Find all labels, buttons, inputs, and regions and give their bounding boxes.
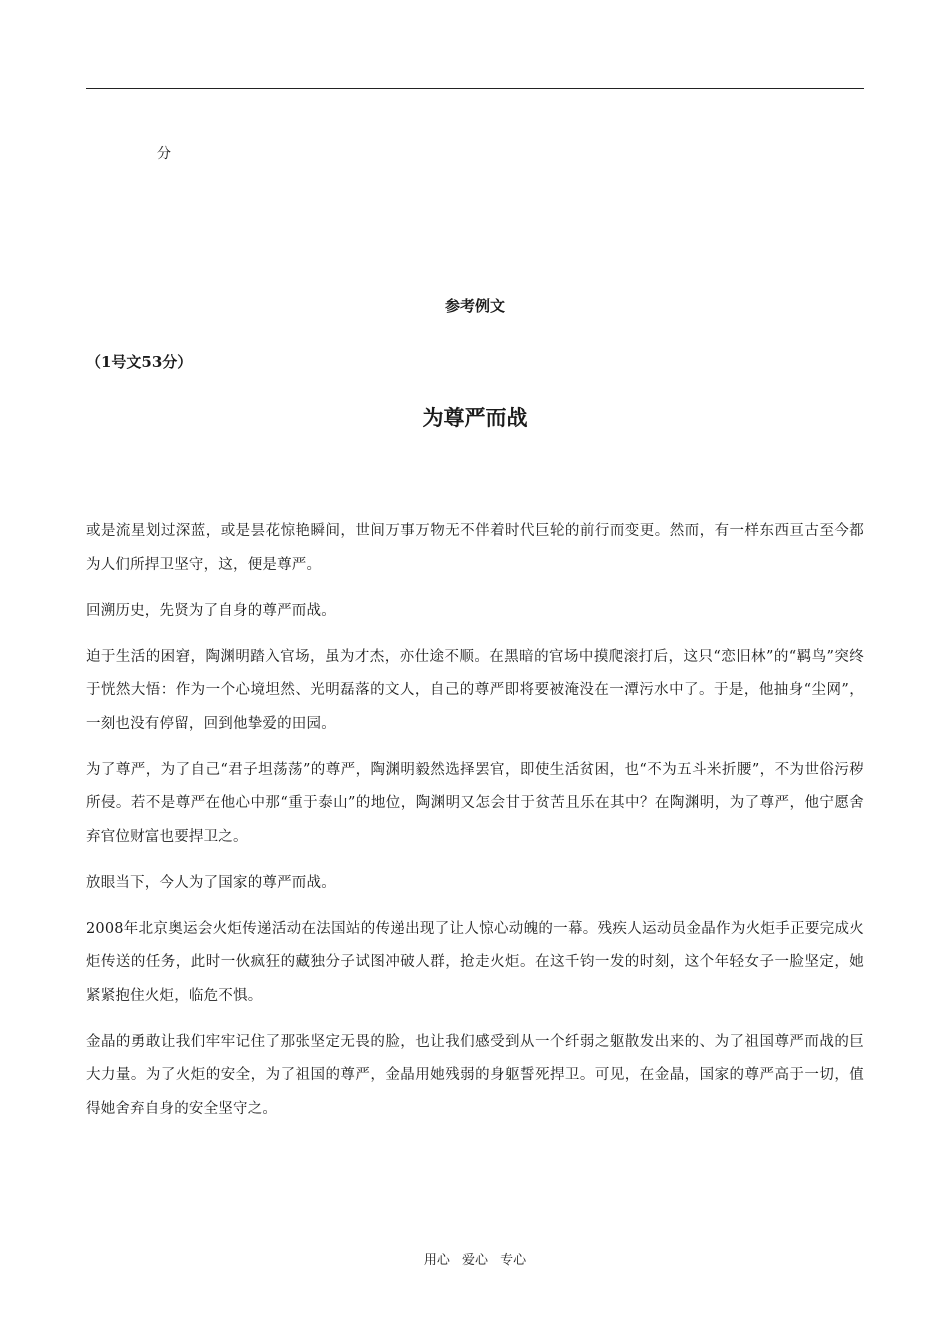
essay-paragraph: 放眼当下，今人为了国家的尊严而战。 — [86, 874, 336, 891]
essay-paragraph: 2008年北京奥运会火炬传递活动在法国站的传递出现了让人惊心动魄的一幕。残疾人运动员金晶作为火炬手正要完成火炬传送的任务，此时一伙疯狂的藏独分子试图冲破人群，抢走火炬。在这千钧一发的时刻，这个年轻女子一脸坚定，她紧紧抱住火炬，临危不惧。 — [86, 920, 864, 1004]
section-heading: 参考例文 — [444, 297, 505, 315]
essay-paragraph: 迫于生活的困窘，陶渊明踏入官场，虽为才杰，亦仕途不顺。在黑暗的官场中摸爬滚打后，这只“恋旧林”的“羁鸟”突终于恍然大悟：作为一个心境坦然、光明磊落的文人，自己的尊严即将要被淹没在一潭污水中了。于是，他抽身“尘网”，一刻也没有停留，回到他挚爱的田园。 — [86, 648, 864, 732]
page-footer: 用心 爱心 专心 — [423, 1253, 527, 1268]
header-rule — [86, 88, 864, 89]
essay-paragraph: 或是流星划过深蓝，或是昙花惊艳瞬间，世间万事万物无不伴着时代巨轮的前行而变更。然而，有一样东西亘古至今都为人们所捍卫坚守，这，便是尊严。 — [86, 523, 864, 573]
essay-paragraph: 为了尊严，为了自己“君子坦荡荡”的尊严，陶渊明毅然选择罢官，即使生活贫困，也“不为五斗米折腰”，不为世俗污秽所侵。若不是尊严在他心中那“重于泰山”的地位，陶渊明又怎会甘于贫苦且乐在其中？在陶渊明，为了尊严，他宁愿舍弃官位财富也要捍卫之。 — [86, 761, 864, 845]
essay-paragraph: 金晶的勇敢让我们牢牢记住了那张坚定无畏的脸，也让我们感受到从一个纤弱之躯散发出来的、为了祖国尊严而战的巨大力量。为了火炬的安全，为了祖国的尊严，金晶用她残弱的身躯誓死捍卫。可见，在金晶，国家的尊严高于一切，值得她舍弃自身的安全坚守之。 — [86, 1033, 864, 1117]
essay-label: （1号文53分） — [86, 353, 193, 371]
essay-paragraph: 回溯历史，先贤为了自身的尊严而战。 — [86, 602, 336, 619]
essay-body — [86, 515, 864, 1139]
score-fragment: 分 — [157, 146, 171, 162]
essay-title: 为尊严而战 — [422, 405, 528, 430]
